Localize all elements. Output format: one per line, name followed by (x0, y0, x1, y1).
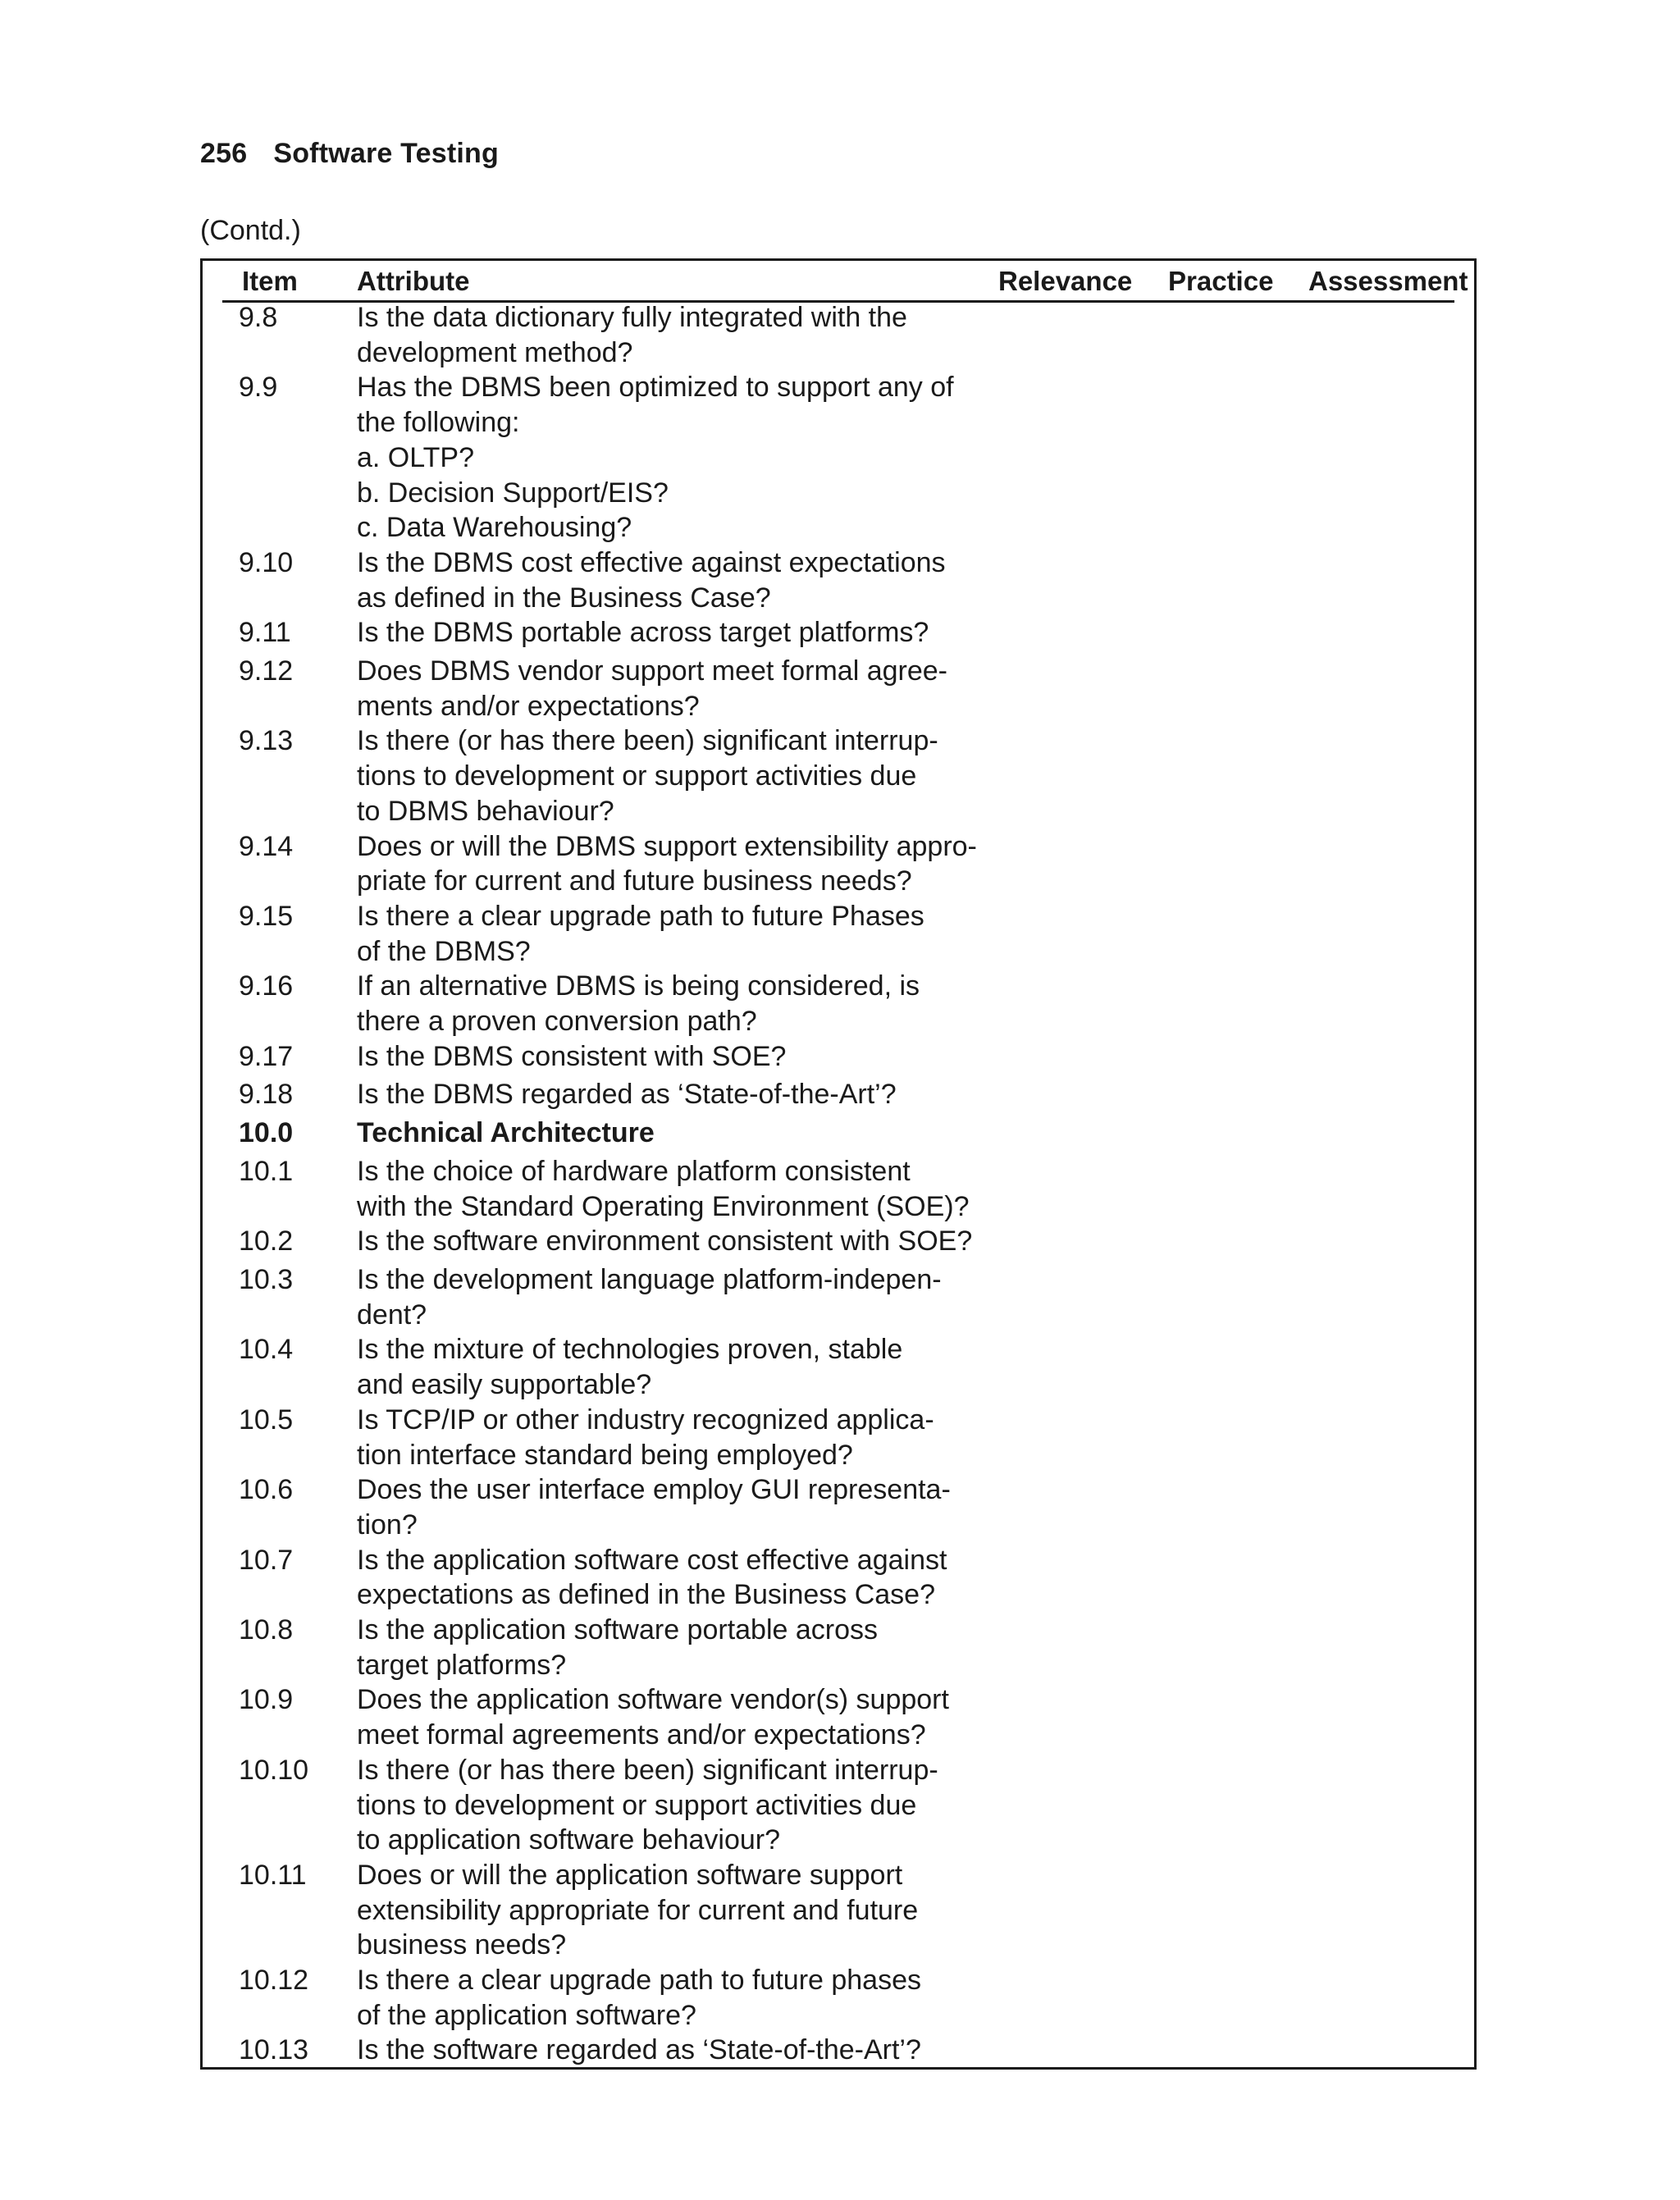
item-number: 10.9 (239, 1684, 294, 1716)
item-number: 10.13 (239, 2034, 309, 2066)
attribute-text (357, 654, 964, 723)
table-row (203, 615, 1474, 650)
attribute-line: If an alternative DBMS is being considered, is (357, 970, 920, 1002)
attribute-text (357, 1613, 964, 1682)
attribute-line: to application software behaviour? (357, 1824, 780, 1856)
attribute-text (357, 899, 964, 969)
item-number: 10.5 (239, 1404, 294, 1435)
header-relevance: Relevance (998, 266, 1133, 296)
item-number: 10.4 (239, 1334, 294, 1366)
page-number: 256 (200, 138, 248, 169)
table-row (203, 1472, 1474, 1542)
attribute-text (357, 1224, 973, 1259)
attribute-line: Is the DBMS consistent with SOE? (357, 1040, 787, 1072)
header-assessment: Assessment (1308, 266, 1468, 296)
table-row (203, 829, 1474, 899)
attribute-line: Does or will the DBMS support extensibility appro- (357, 830, 977, 862)
table-row (203, 1154, 1474, 1224)
item-number: 9.12 (239, 655, 294, 687)
attribute-line: tion? (357, 1509, 418, 1540)
table-body (203, 300, 1474, 2068)
attribute-line: business needs? (357, 1929, 567, 1961)
header-attribute: Attribute (357, 266, 470, 296)
attribute-line: Does or will the application software support (357, 1859, 903, 1891)
item-number: 9.18 (239, 1079, 294, 1111)
attribute-line: extensibility appropriate for current and future (357, 1894, 919, 1926)
attribute-line: Is the mixture of technologies proven, stable (357, 1334, 903, 1366)
table-row (203, 2033, 1474, 2068)
attribute-line: Is there a clear upgrade path to future phases (357, 1965, 922, 1997)
attribute-line: Is the software regarded as ‘State-of-the-Art’? (357, 2034, 921, 2066)
attribute-text (357, 1077, 964, 1112)
table-row (203, 1858, 1474, 1963)
attribute-text (357, 615, 964, 650)
attribute-text (357, 829, 977, 899)
book-title: Software Testing (273, 138, 499, 169)
table-row (203, 969, 1474, 1038)
attribute-line: a. OLTP? (357, 441, 474, 473)
attribute-line: with the Standard Operating Environment (SOE)? (357, 1190, 970, 1222)
attribute-line: b. Decision Support/EIS? (357, 477, 669, 509)
attribute-text (357, 1472, 964, 1542)
attribute-text (357, 1963, 964, 2033)
table-row (203, 723, 1474, 828)
table-row (203, 1077, 1474, 1112)
item-number: 10.0 (239, 1117, 294, 1149)
attribute-line: dent? (357, 1299, 427, 1330)
attribute-line: Is the application software cost effective against (357, 1544, 947, 1576)
attribute-text (357, 1682, 964, 1752)
attribute-line: c. Data Warehousing? (357, 512, 632, 544)
attribute-text (357, 1403, 964, 1472)
attribute-text (357, 723, 964, 828)
attribute-text (357, 1154, 970, 1224)
item-number: 10.1 (239, 1155, 294, 1187)
attribute-line: Does the user interface employ GUI representa- (357, 1474, 951, 1506)
attribute-line: Has the DBMS been optimized to support any of (357, 372, 954, 404)
attribute-text (357, 370, 964, 545)
attribute-text (357, 2033, 964, 2068)
item-number: 10.7 (239, 1544, 294, 1576)
item-number: 10.12 (239, 1965, 309, 1997)
continued-text: (Contd.) (200, 215, 301, 246)
attribute-line: Is the DBMS regarded as ‘State-of-the-Art’? (357, 1079, 897, 1111)
item-number: 9.15 (239, 900, 294, 932)
item-number: 10.8 (239, 1614, 294, 1646)
table-row (203, 1682, 1474, 1752)
attribute-line: there a proven conversion path? (357, 1006, 757, 1038)
table-row (203, 300, 1474, 370)
table-row (203, 1543, 1474, 1613)
attribute-line: Is the choice of hardware platform consistent (357, 1155, 911, 1187)
attribute-line: Does DBMS vendor support meet formal agree- (357, 655, 947, 687)
attribute-line: Is the data dictionary fully integrated with the (357, 302, 907, 333)
attribute-text (357, 1543, 964, 1613)
attribute-line: Is the development language platform-indepen- (357, 1263, 942, 1295)
attribute-line: Is there (or has there been) significant interrup- (357, 1754, 938, 1786)
item-number: 9.17 (239, 1040, 294, 1072)
item-number: 9.8 (239, 302, 278, 333)
item-number: 10.6 (239, 1474, 294, 1506)
table-row (203, 1262, 1474, 1332)
attribute-text (357, 1262, 964, 1332)
attribute-line: of the DBMS? (357, 935, 531, 967)
item-number: 9.11 (239, 617, 291, 649)
attribute-line: development method? (357, 336, 633, 368)
item-number: 10.11 (239, 1859, 307, 1891)
attribute-line: Is there a clear upgrade path to future Phases (357, 900, 924, 932)
table-row (203, 1039, 1474, 1075)
attribute-line: of the application software? (357, 1999, 696, 2031)
attribute-line: priate for current and future business needs? (357, 865, 912, 897)
table-row (203, 1963, 1474, 2033)
table-row (203, 1403, 1474, 1472)
attribute-line: target platforms? (357, 1649, 567, 1681)
attribute-line: Is the software environment consistent with SOE? (357, 1226, 973, 1257)
header-item: Item (242, 266, 298, 296)
attribute-line: Is the application software portable across (357, 1614, 879, 1646)
attribute-text (357, 1039, 964, 1075)
attribute-line: to DBMS behaviour? (357, 795, 614, 827)
attribute-line: Is TCP/IP or other industry recognized applica- (357, 1404, 934, 1435)
attribute-line: Is the DBMS cost effective against expectations (357, 546, 946, 578)
attribute-line: tion interface standard being employed? (357, 1439, 853, 1471)
header-practice: Practice (1168, 266, 1274, 296)
attribute-line: tions to development or support activities due (357, 1789, 917, 1821)
item-number: 10.3 (239, 1263, 294, 1295)
item-number: 10.2 (239, 1226, 294, 1257)
continued-label (200, 215, 301, 247)
attribute-text (357, 1753, 964, 1858)
table-row (203, 654, 1474, 723)
attribute-line: Is the DBMS portable across target platforms? (357, 617, 929, 649)
item-number: 9.9 (239, 372, 278, 404)
attribute-text (357, 1116, 964, 1151)
attribute-line: Is there (or has there been) significant interrup- (357, 725, 938, 757)
checklist-table (200, 258, 1477, 2070)
item-number: 9.14 (239, 830, 294, 862)
item-number: 9.13 (239, 725, 294, 757)
attribute-text (357, 969, 964, 1038)
attribute-line: as defined in the Business Case? (357, 582, 771, 614)
attribute-line: Technical Architecture (357, 1117, 655, 1149)
attribute-line: ments and/or expectations? (357, 690, 700, 722)
table-row (203, 1753, 1474, 1858)
item-number: 9.10 (239, 546, 294, 578)
attribute-line: expectations as defined in the Business Case? (357, 1579, 936, 1611)
table-row (203, 545, 1474, 615)
attribute-text (357, 300, 964, 370)
attribute-text (357, 545, 964, 615)
attribute-text (357, 1858, 964, 1963)
attribute-line: tions to development or support activities due (357, 760, 917, 792)
attribute-line: and easily supportable? (357, 1369, 652, 1401)
attribute-text (357, 1332, 964, 1402)
table-row (203, 1613, 1474, 1682)
table-header (222, 261, 1468, 303)
attribute-line: meet formal agreements and/or expectations? (357, 1719, 926, 1751)
attribute-line: Does the application software vendor(s) support (357, 1684, 949, 1716)
page-header (200, 138, 499, 170)
table-row (203, 899, 1474, 969)
item-number: 10.10 (239, 1754, 309, 1786)
table-row (203, 1332, 1474, 1402)
attribute-line: the following: (357, 407, 520, 439)
item-number: 9.16 (239, 970, 294, 1002)
table-row (203, 1224, 1474, 1259)
table-row (203, 1116, 1474, 1151)
table-row (203, 370, 1474, 545)
